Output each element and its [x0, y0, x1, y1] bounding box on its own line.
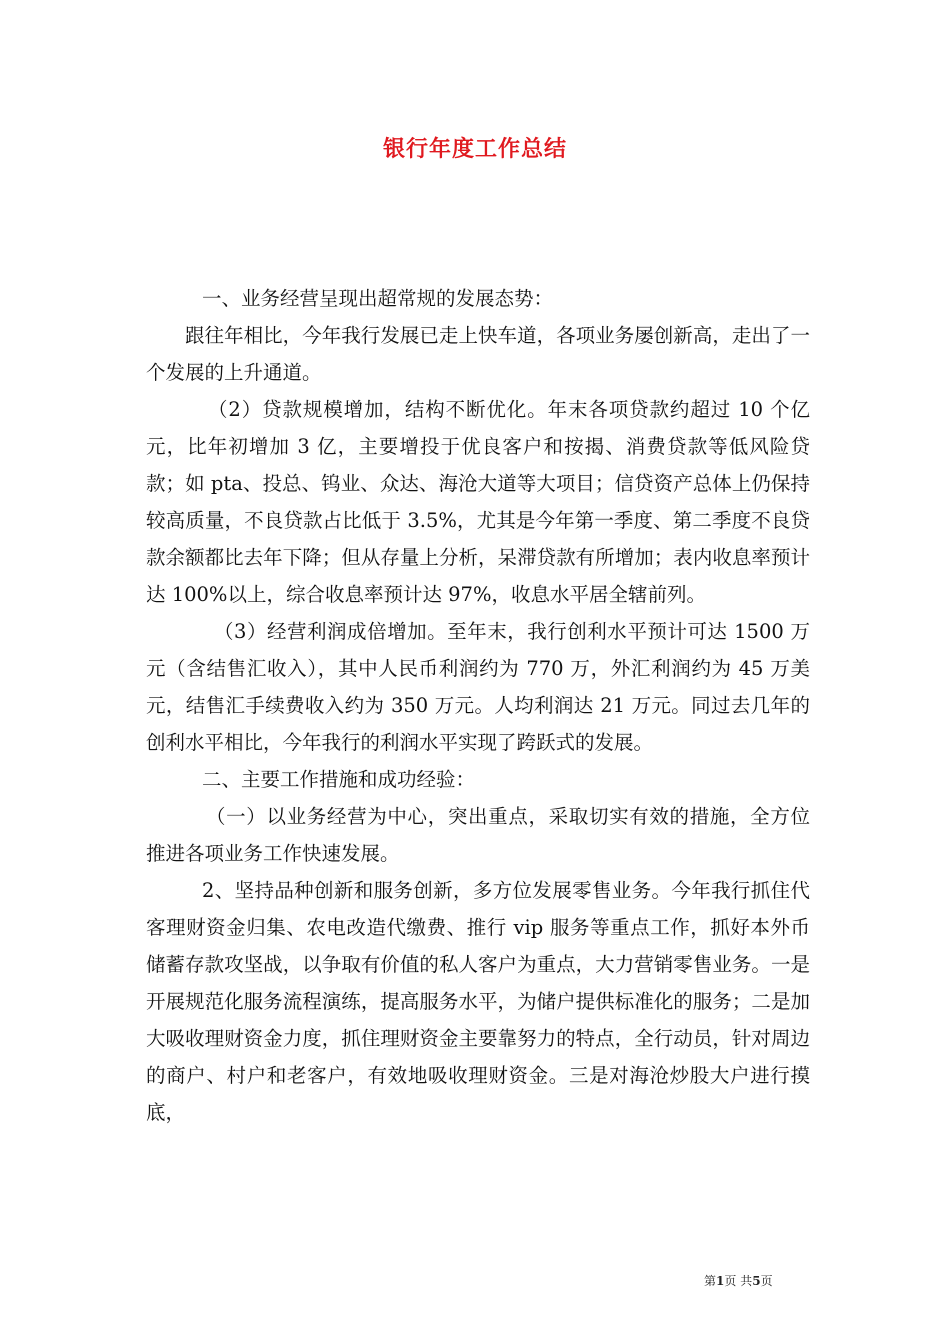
document-body	[146, 280, 810, 1131]
document-title: 银行年度工作总结	[382, 136, 567, 162]
section-heading-2: 二、主要工作措施和成功经验：	[202, 768, 476, 791]
paragraph-retail: 2、坚持品种创新和服务创新，多方位发展零售业务。今年我行抓住代客理财资金归集、农电改造代缴费、推行 vip 服务等重点工作，抓好本外币储蓄存款攻坚战，以争取有价值的私人客户为重点，大力营销零售业务。一是开展规范化服务流程演练，提高服务水平，为储户提供标准化的服务；二是加大吸收理财资金力度，抓住理财资金主要靠努力的特点，全行动员，针对周边的商户、村户和老客户，有效地吸收理财资金。三是对海沧炒股大户进行摸底，	[146, 879, 810, 1124]
footer-middle: 页 共	[724, 1274, 753, 1288]
page-footer	[704, 1272, 824, 1289]
footer-prefix: 第	[704, 1274, 717, 1288]
section-heading-1: 一、业务经营呈现出超常规的发展态势：	[202, 287, 554, 310]
footer-total-pages: 5	[752, 1274, 761, 1288]
paragraph-overview: 跟往年相比，今年我行发展已走上快车道，各项业务屡创新高，走出了一个发展的上升通道。	[146, 324, 810, 384]
paragraph-loans: （2）贷款规模增加，结构不断优化。年末各项贷款约超过 10 个亿元，比年初增加 3 亿，主要增投于优良客户和按揭、消费贷款等低风险贷款；如 pta、投总、钨业、众达、海沧大道等大项目；信贷资产总体上仍保持较高质量，不良贷款占比低于 3.5%，尤其是今年第一季度、第二季度不良贷款余额都比去年下降；但从存量上分析，呆滞贷款有所增加；表内收息率预计达 100%以上，综合收息率预计达 97%，收息水平居全辖前列。	[146, 398, 810, 606]
footer-current-page: 1	[716, 1274, 725, 1288]
footer-suffix: 页	[760, 1274, 773, 1288]
paragraph-measures: （一）以业务经营为中心，突出重点，采取切实有效的措施，全方位推进各项业务工作快速发展。	[146, 805, 810, 865]
paragraph-profits: （3）经营利润成倍增加。至年末，我行创利水平预计可达 1500 万元（含结售汇收入），其中人民币利润约为 770 万，外汇利润约为 45 万美元，结售汇手续费收入约为 350 万元。人均利润达 21 万元。同过去几年的创利水平相比，今年我行的利润水平实现了跨跃式的发展。	[146, 620, 810, 754]
